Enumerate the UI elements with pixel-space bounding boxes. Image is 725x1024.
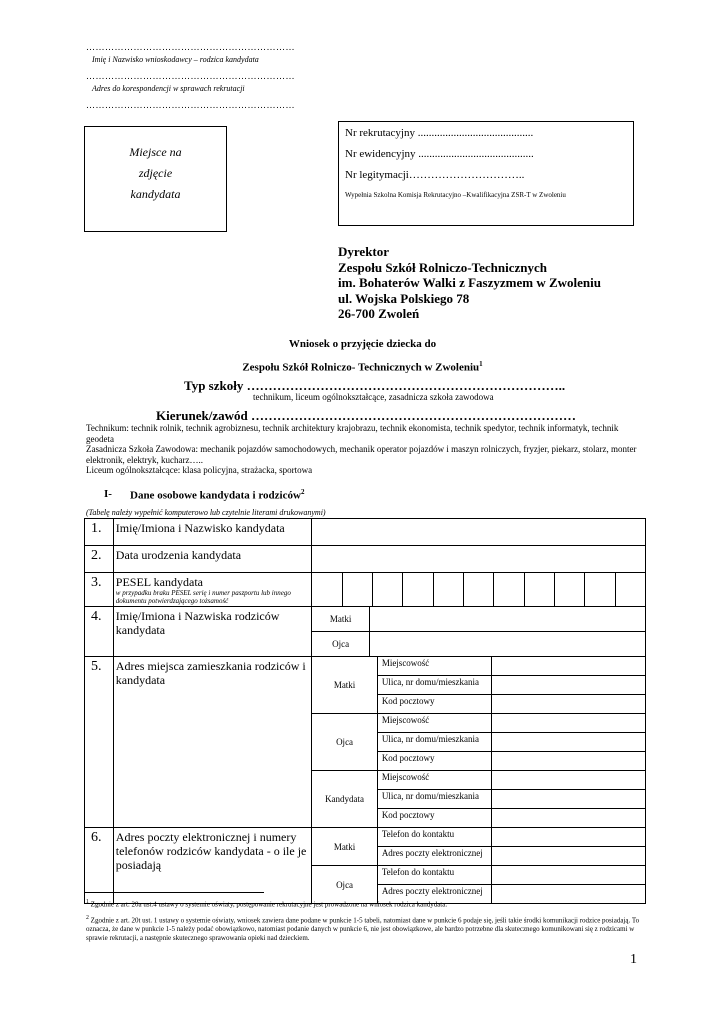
father-street-input[interactable] xyxy=(491,733,645,752)
section-number: I- xyxy=(104,488,112,500)
mother-label: Matki xyxy=(312,828,378,866)
footnote-1-marker: 1 xyxy=(86,899,89,905)
pesel-digit[interactable] xyxy=(343,573,373,606)
legitimation-number[interactable]: Nr legitymacji………………………….. xyxy=(345,169,525,181)
father-label: Ojca xyxy=(312,714,378,771)
title-line-1: Wniosek o przyjęcie dziecka do xyxy=(288,338,437,350)
title-line-2 xyxy=(0,360,725,374)
street-label: Ulica, nr domu/mieszkania xyxy=(377,733,491,752)
section-title-text: Dane osobowe kandydata i rodziców xyxy=(130,489,301,502)
pesel-input[interactable] xyxy=(312,573,646,607)
father-phone-input[interactable] xyxy=(491,866,645,885)
addressee-line-3: im. Bohaterów Walki z Faszyzmem w Zwoleniu xyxy=(338,275,601,290)
photo-line-2: zdjęcie xyxy=(138,166,173,180)
row-number: 5. xyxy=(85,657,114,828)
direction-options xyxy=(86,423,642,476)
pesel-digit[interactable] xyxy=(403,573,433,606)
title-text: Zespołu Szkół Rolniczo- Technicznych w Zwoleniu xyxy=(242,361,480,374)
table-row xyxy=(85,657,646,676)
footnote-1 xyxy=(86,898,642,909)
phone-label: Telefon do kontaktu xyxy=(377,828,491,847)
address-dots-2: ………………………………………………………… xyxy=(86,100,295,110)
addressee xyxy=(338,244,601,322)
direction-label[interactable]: Kierunek/zawód ………………………………………………………………… xyxy=(156,408,576,423)
applicant-label: Imię i Nazwisko wnioskodawcy – rodzica kandydata xyxy=(92,55,259,64)
pesel-digit[interactable] xyxy=(525,573,555,606)
section-note: (Tabelę należy wypełnić komputerowo lub czytelnie literami drukowanymi) xyxy=(86,508,326,517)
city-label: Miejscowość xyxy=(377,714,491,733)
row-number: 4. xyxy=(85,607,114,657)
city-label: Miejscowość xyxy=(377,657,491,676)
pesel-digit[interactable] xyxy=(555,573,585,606)
father-postal-input[interactable] xyxy=(491,752,645,771)
pesel-digit[interactable] xyxy=(464,573,494,606)
mother-postal-input[interactable] xyxy=(491,695,645,714)
recruit-number[interactable]: Nr rekrutacyjny .......................................... xyxy=(345,127,534,139)
birth-date-label: Data urodzenia kandydata xyxy=(113,546,312,573)
section-footnote-ref: 2 xyxy=(300,488,305,496)
city-label: Miejscowość xyxy=(377,771,491,790)
father-label: Ojca xyxy=(312,866,378,904)
page-number: 1 xyxy=(630,952,637,967)
addressee-line-4: ul. Wojska Polskiego 78 xyxy=(338,290,470,306)
candidate-name-input[interactable] xyxy=(312,519,646,546)
table-row xyxy=(85,828,646,847)
mother-label: Matki xyxy=(312,607,370,632)
mother-city-input[interactable] xyxy=(491,657,645,676)
ids-box xyxy=(338,121,634,226)
pesel-note: w przypadku braku PESEL serię i numer paszportu lub innego dokumentu potwierdzającego tożsamość xyxy=(115,589,291,605)
footnote-2 xyxy=(86,914,642,943)
school-type-options: technikum, liceum ogólnokształcące, zasadnicza szkoła zawodowa xyxy=(253,392,494,402)
candidate-data-table xyxy=(84,518,646,904)
candidate-postal-input[interactable] xyxy=(491,809,645,828)
pesel-digit[interactable] xyxy=(585,573,615,606)
candidate-label: Kandydata xyxy=(312,771,378,828)
table-row xyxy=(85,573,646,607)
row-number: 1. xyxy=(85,519,114,546)
phone-label: Telefon do kontaktu xyxy=(377,866,491,885)
addressee-line-2: Zespołu Szkół Rolniczo-Technicznych xyxy=(338,259,547,275)
liceum-list: Liceum ogólnokształcące: klasa policyjna, strażacka, sportowa xyxy=(86,465,313,475)
row-number: 2. xyxy=(85,546,114,573)
photo-box xyxy=(84,126,227,232)
footnote-divider xyxy=(84,892,264,893)
father-name-input[interactable] xyxy=(369,632,645,657)
pesel-label-text: PESEL kandydata xyxy=(115,575,203,589)
table-row xyxy=(85,519,646,546)
table-row xyxy=(85,546,646,573)
address-dots: ………………………………………………………… xyxy=(86,71,295,81)
email-label: Adres poczty elektronicznej xyxy=(377,847,491,866)
mother-name-input[interactable] xyxy=(369,607,645,632)
footnote-1-text: Zgodnie z art. 20a ust.4 ustawy o systemie oświaty, postępowanie rekrutacyjne jest prowadzone na wniosek rodzica kandydata. xyxy=(88,900,448,909)
pesel-digit[interactable] xyxy=(312,573,342,606)
father-city-input[interactable] xyxy=(491,714,645,733)
applicant-dots: ………………………………………………………… xyxy=(86,42,295,52)
mother-email-input[interactable] xyxy=(491,847,645,866)
contact-label: Adres poczty elektronicznej i numery telefonów rodziców kandydata - o ile je posiadają xyxy=(113,828,312,904)
section-title xyxy=(130,488,304,502)
table-row xyxy=(85,607,646,632)
title-footnote-ref: 1 xyxy=(479,360,483,368)
candidate-name-label: Imię/Imiona i Nazwisko kandydata xyxy=(113,519,312,546)
candidate-street-input[interactable] xyxy=(491,790,645,809)
technikum-list: Technikum: technik rolnik, technik agrobiznesu, technik architektury krajobrazu, technik ekonomista, technik spedytor, technik informatyk, technik geodeta xyxy=(86,423,619,444)
footnote-2-marker: 2 xyxy=(86,915,89,921)
mother-phone-input[interactable] xyxy=(491,828,645,847)
record-number[interactable]: Nr ewidencyjny .......................................... xyxy=(345,148,534,160)
mother-street-input[interactable] xyxy=(491,676,645,695)
email-label: Adres poczty elektronicznej xyxy=(377,885,491,904)
father-label: Ojca xyxy=(312,632,370,657)
postal-label: Kod pocztowy xyxy=(377,809,491,828)
commission-note: Wypełnia Szkolna Komisja Rekrutacyjno –Kwalifikacyjna ZSR-T w Zwoleniu xyxy=(345,191,566,199)
footnote-2-text: Zgodnie z art. 20t ust. 1 ustawy o systemie oświaty, wniosek zawiera dane podane w punkcie 1-5 tabeli, natomiast dane w punkcie 6 podaje się, jeśli takie środki komunikacji rodzice posiadają. To oznacza, że dane w punkcie 1-5 należy podać obowiązkowo, natomiast podanie danych w punkcie 6, nie jest obowiązkowe, ale bardzo potrzebne dla skutecznego komunikowani się z rodzicami w sprawie rekrutacji, a następnie skutecznego sprawowania opieki nad dzieckiem. xyxy=(86,916,640,943)
pesel-digit[interactable] xyxy=(373,573,403,606)
photo-line-3: kandydata xyxy=(130,187,181,201)
row-number: 3. xyxy=(85,573,114,607)
mother-label: Matki xyxy=(312,657,378,714)
row-number: 6. xyxy=(85,828,114,904)
postal-label: Kod pocztowy xyxy=(377,695,491,714)
parents-names-label: Imię/Imiona i Nazwiska rodziców kandydata xyxy=(113,607,312,657)
pesel-digit[interactable] xyxy=(494,573,524,606)
pesel-label xyxy=(113,573,312,607)
pesel-digit[interactable] xyxy=(434,573,464,606)
pesel-digit[interactable] xyxy=(616,573,645,606)
zawodowa-list: Zasadnicza Szkoła Zawodowa: mechanik pojazdów samochodowych, mechanik operator pojazdów i maszyn rolniczych, fryzjer, piekarz, stolarz, monter elektronik, elektryk, kucharz….. xyxy=(86,444,637,465)
addressee-line-5: 26-700 Zwoleń xyxy=(338,306,420,321)
address-label: Adres do korespondencji w sprawach rekrutacji xyxy=(92,84,245,93)
street-label: Ulica, nr domu/mieszkania xyxy=(377,790,491,809)
birth-date-input[interactable] xyxy=(312,546,646,573)
addressee-line-1: Dyrektor xyxy=(338,244,390,259)
photo-line-1: Miejsce na xyxy=(129,145,182,159)
candidate-city-input[interactable] xyxy=(491,771,645,790)
postal-label: Kod pocztowy xyxy=(377,752,491,771)
street-label: Ulica, nr domu/mieszkania xyxy=(377,676,491,695)
address-label: Adres miejsca zamieszkania rodziców i kandydata xyxy=(113,657,312,828)
school-type-label[interactable]: Typ szkoły ……………………………………………………………….. xyxy=(184,378,566,393)
